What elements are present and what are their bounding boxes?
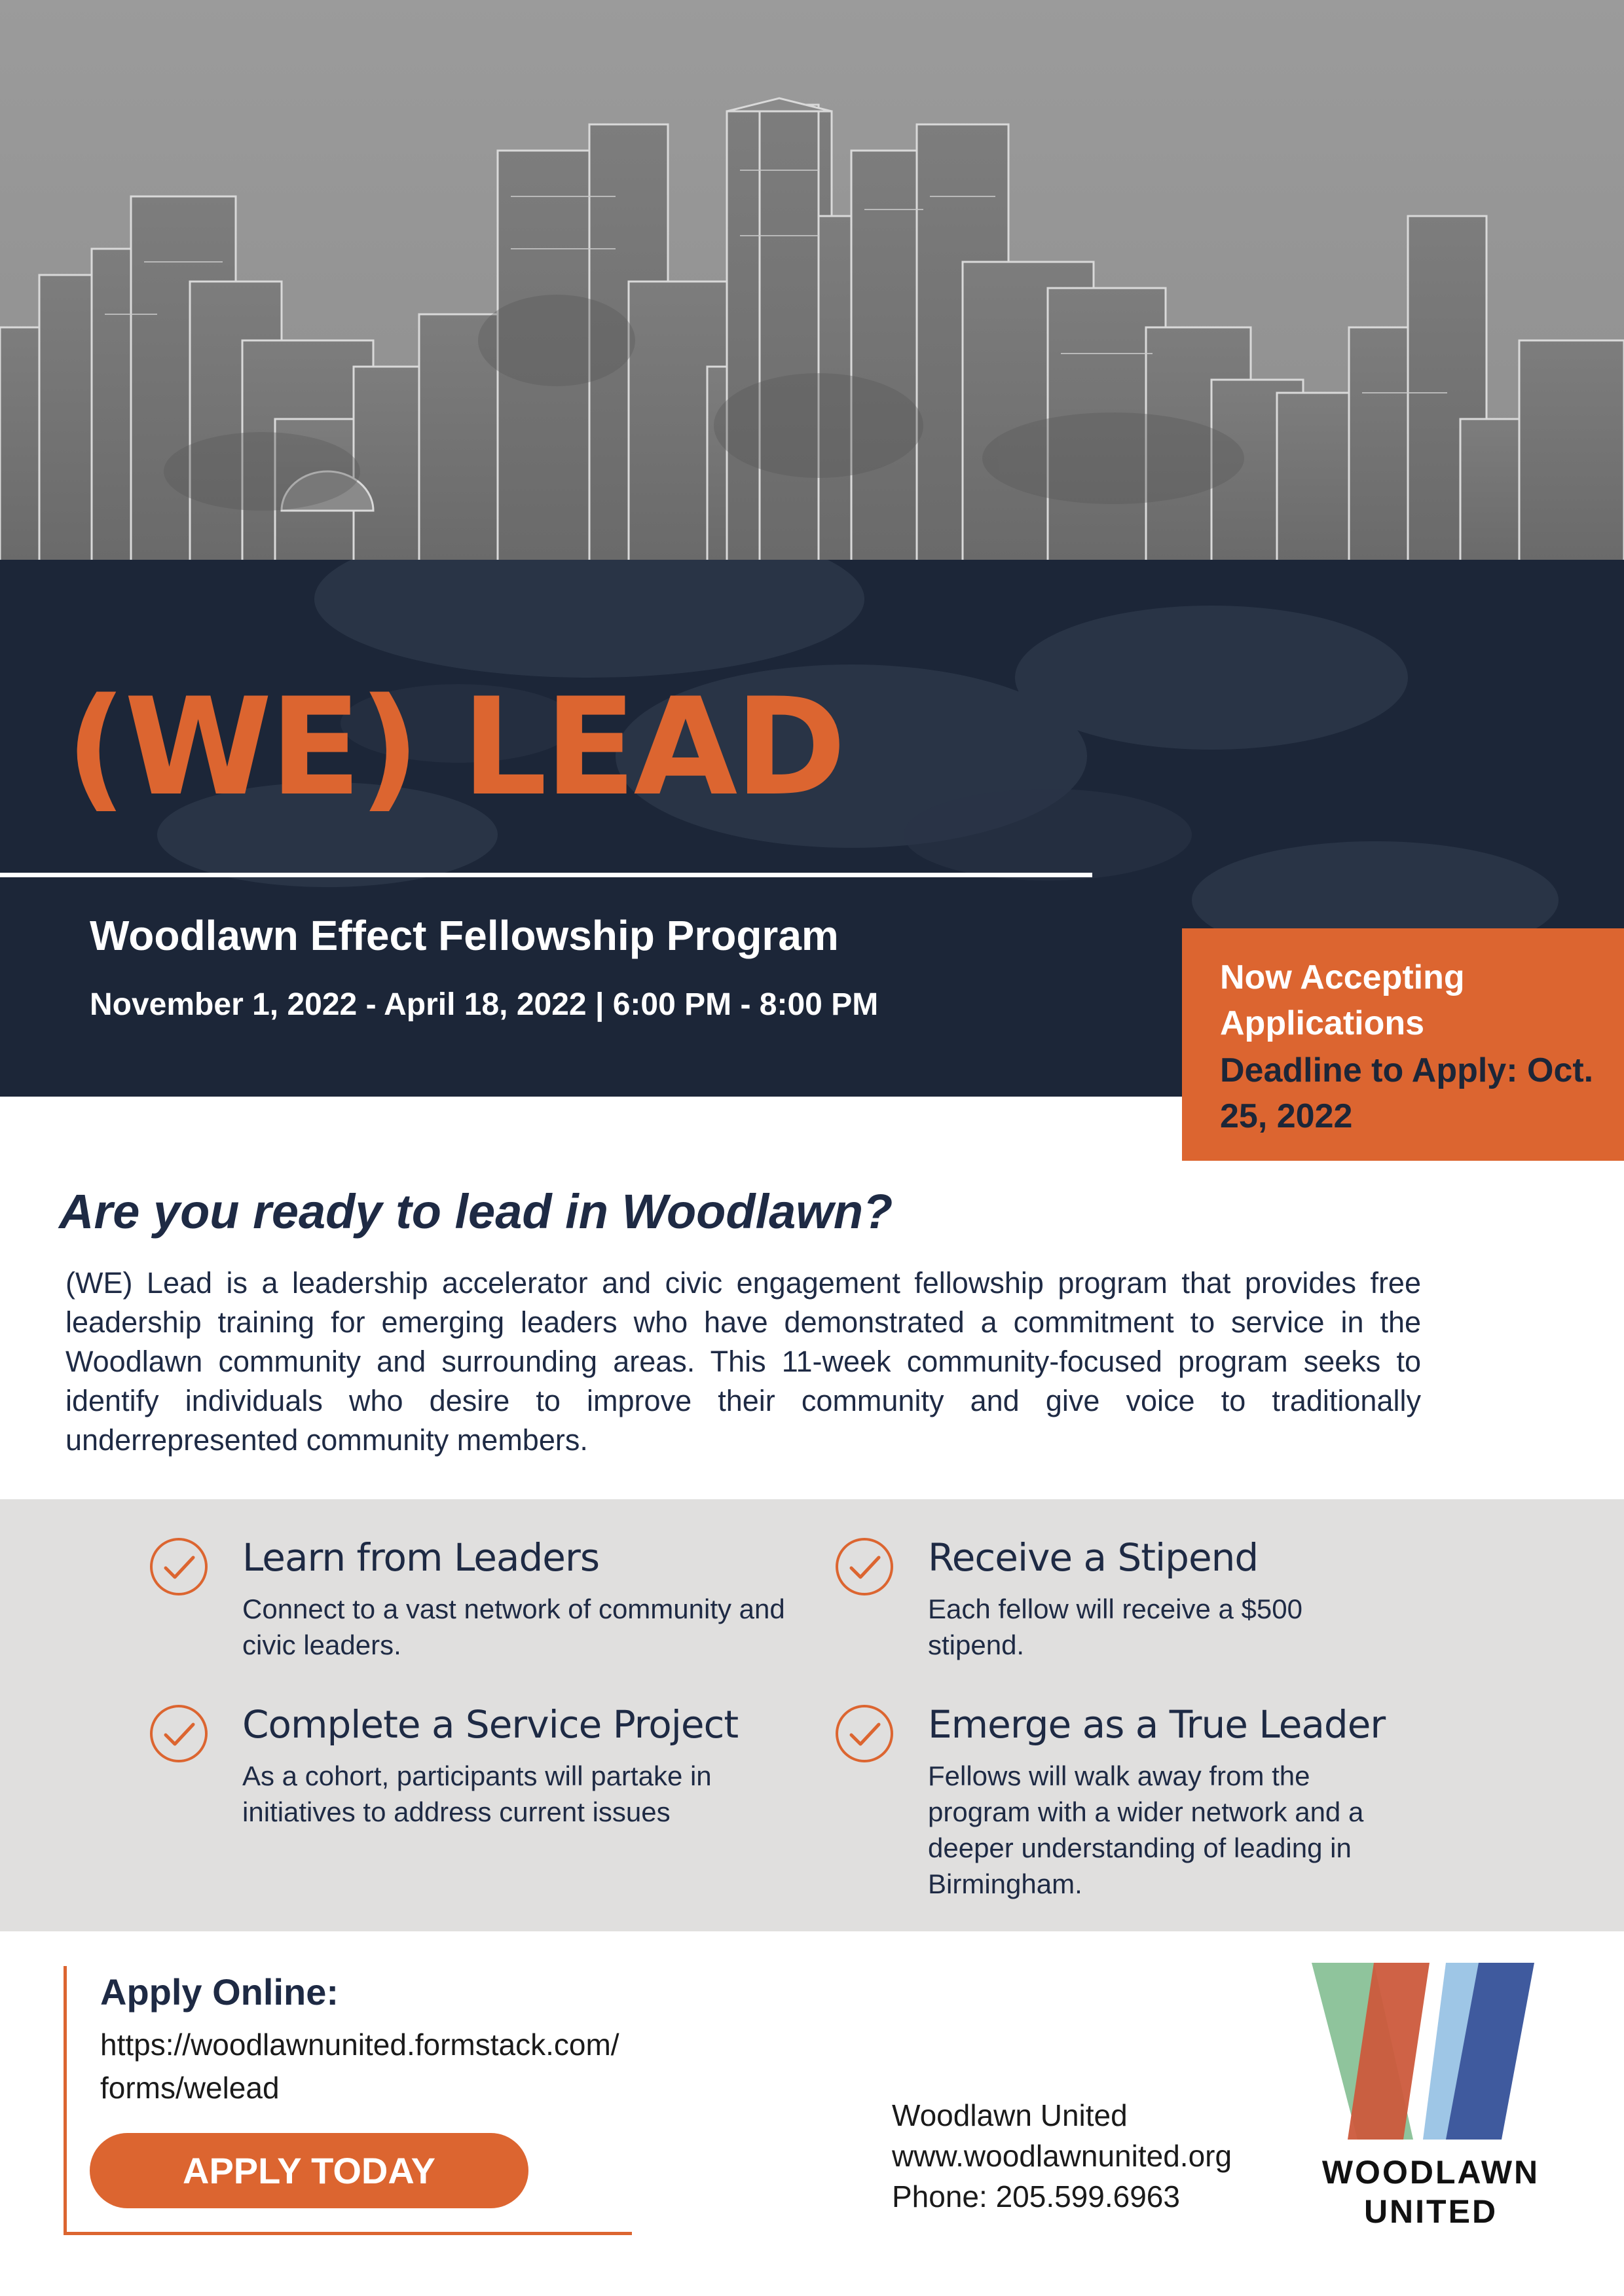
apply-online-label: Apply Online: [100, 1971, 339, 2013]
wordmark-line-2: UNITED [1363, 2193, 1498, 2230]
apply-frame-left [64, 1966, 67, 2234]
check-circle-icon [147, 1535, 210, 1598]
check-circle-icon [147, 1702, 210, 1765]
apply-today-button[interactable]: APPLY TODAY [90, 2133, 528, 2208]
program-subtitle: Woodlawn Effect Fellowship Program [90, 912, 839, 959]
title-divider [0, 873, 1092, 877]
benefit-description: Connect to a vast network of community and civic leaders. [242, 1594, 785, 1660]
apply-url-link[interactable]: https://woodlawnunited.formstack.com/ forms/welead [100, 2028, 619, 2105]
benefit-title: Learn from Leaders [242, 1535, 600, 1580]
benefits-section [0, 1499, 1624, 1931]
wordmark-line-1: WOODLAWN [1321, 2154, 1540, 2191]
program-title: (WE) LEAD [65, 670, 844, 826]
benefit-description: Each fellow will receive a $500 stipend. [928, 1594, 1302, 1660]
intro-paragraph: (WE) Lead is a leadership accelerator and civic engagement fellowship program that provides free leadership training for emerging leaders who have demonstrated a commitment to service in the Woodlawn community and surrounding areas. This 11-week community-focused program seeks to identify individuals who desire to improve their community and give voice to traditionally underrepresented community members. [65, 1266, 1421, 1457]
program-dates: November 1, 2022 - April 18, 2022 | 6:00 PM - 8:00 PM [90, 987, 879, 1022]
benefit-title: Receive a Stipend [928, 1535, 1259, 1580]
skyline-illustration [0, 0, 1624, 563]
website-link[interactable]: www.woodlawnunited.org [892, 2139, 1232, 2173]
deadline-text: Deadline to Apply: Oct. 25, 2022 [1220, 1051, 1594, 1135]
benefit-title: Complete a Service Project [242, 1702, 739, 1747]
benefit-description: As a cohort, participants will partake in initiatives to address current issues [242, 1760, 712, 1827]
woodlawn-united-logo-icon [1312, 1963, 1534, 2140]
intro-heading: Are you ready to lead in Woodlawn? [59, 1184, 893, 1239]
applications-callout [1182, 928, 1624, 1161]
contact-info [892, 2095, 1232, 2217]
logo-wordmark [1303, 2153, 1559, 2231]
phone-number: Phone: 205.599.6963 [892, 2179, 1180, 2214]
check-circle-icon [833, 1535, 896, 1598]
apply-frame-bottom [64, 2232, 632, 2235]
check-circle-icon [833, 1702, 896, 1765]
skyline-banner [0, 0, 1624, 563]
benefit-description: Fellows will walk away from the program with a wider network and a deeper understanding of leading in Birmingham. [928, 1760, 1364, 1899]
now-accepting-text: Now Accepting Applications [1220, 958, 1465, 1042]
org-name: Woodlawn United [892, 2098, 1128, 2132]
benefit-title: Emerge as a True Leader [928, 1702, 1386, 1747]
